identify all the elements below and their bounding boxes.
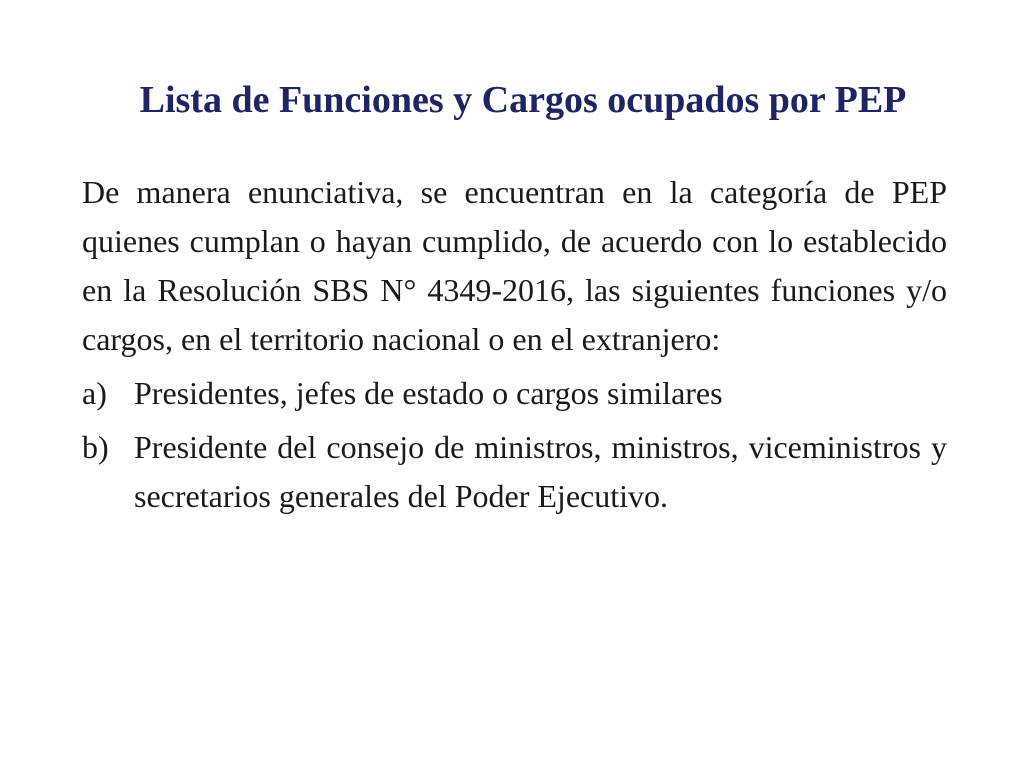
list-item — [82, 369, 947, 418]
slide-body — [82, 168, 947, 526]
slide-title: Lista de Funciones y Cargos ocupados por PEP — [139, 79, 907, 121]
list-item-label: a) — [82, 375, 107, 411]
list-item — [82, 423, 947, 521]
intro-paragraph: De manera enunciativa, se encuentran en la categoría de PEP quienes cumplan o hayan cumplido, de acuerdo con lo establecido en la Resolución SBS N° 4349-2016, las siguientes funciones y/o cargos, en el territorio nacional o en el extranjero: — [82, 174, 947, 357]
list-item-text: Presidente del consejo de ministros, ministros, viceministros y secretarios generales del Poder Ejecutivo. — [134, 429, 947, 514]
list-item-label: b) — [82, 429, 109, 465]
list-item-text: Presidentes, jefes de estado o cargos similares — [134, 375, 723, 411]
